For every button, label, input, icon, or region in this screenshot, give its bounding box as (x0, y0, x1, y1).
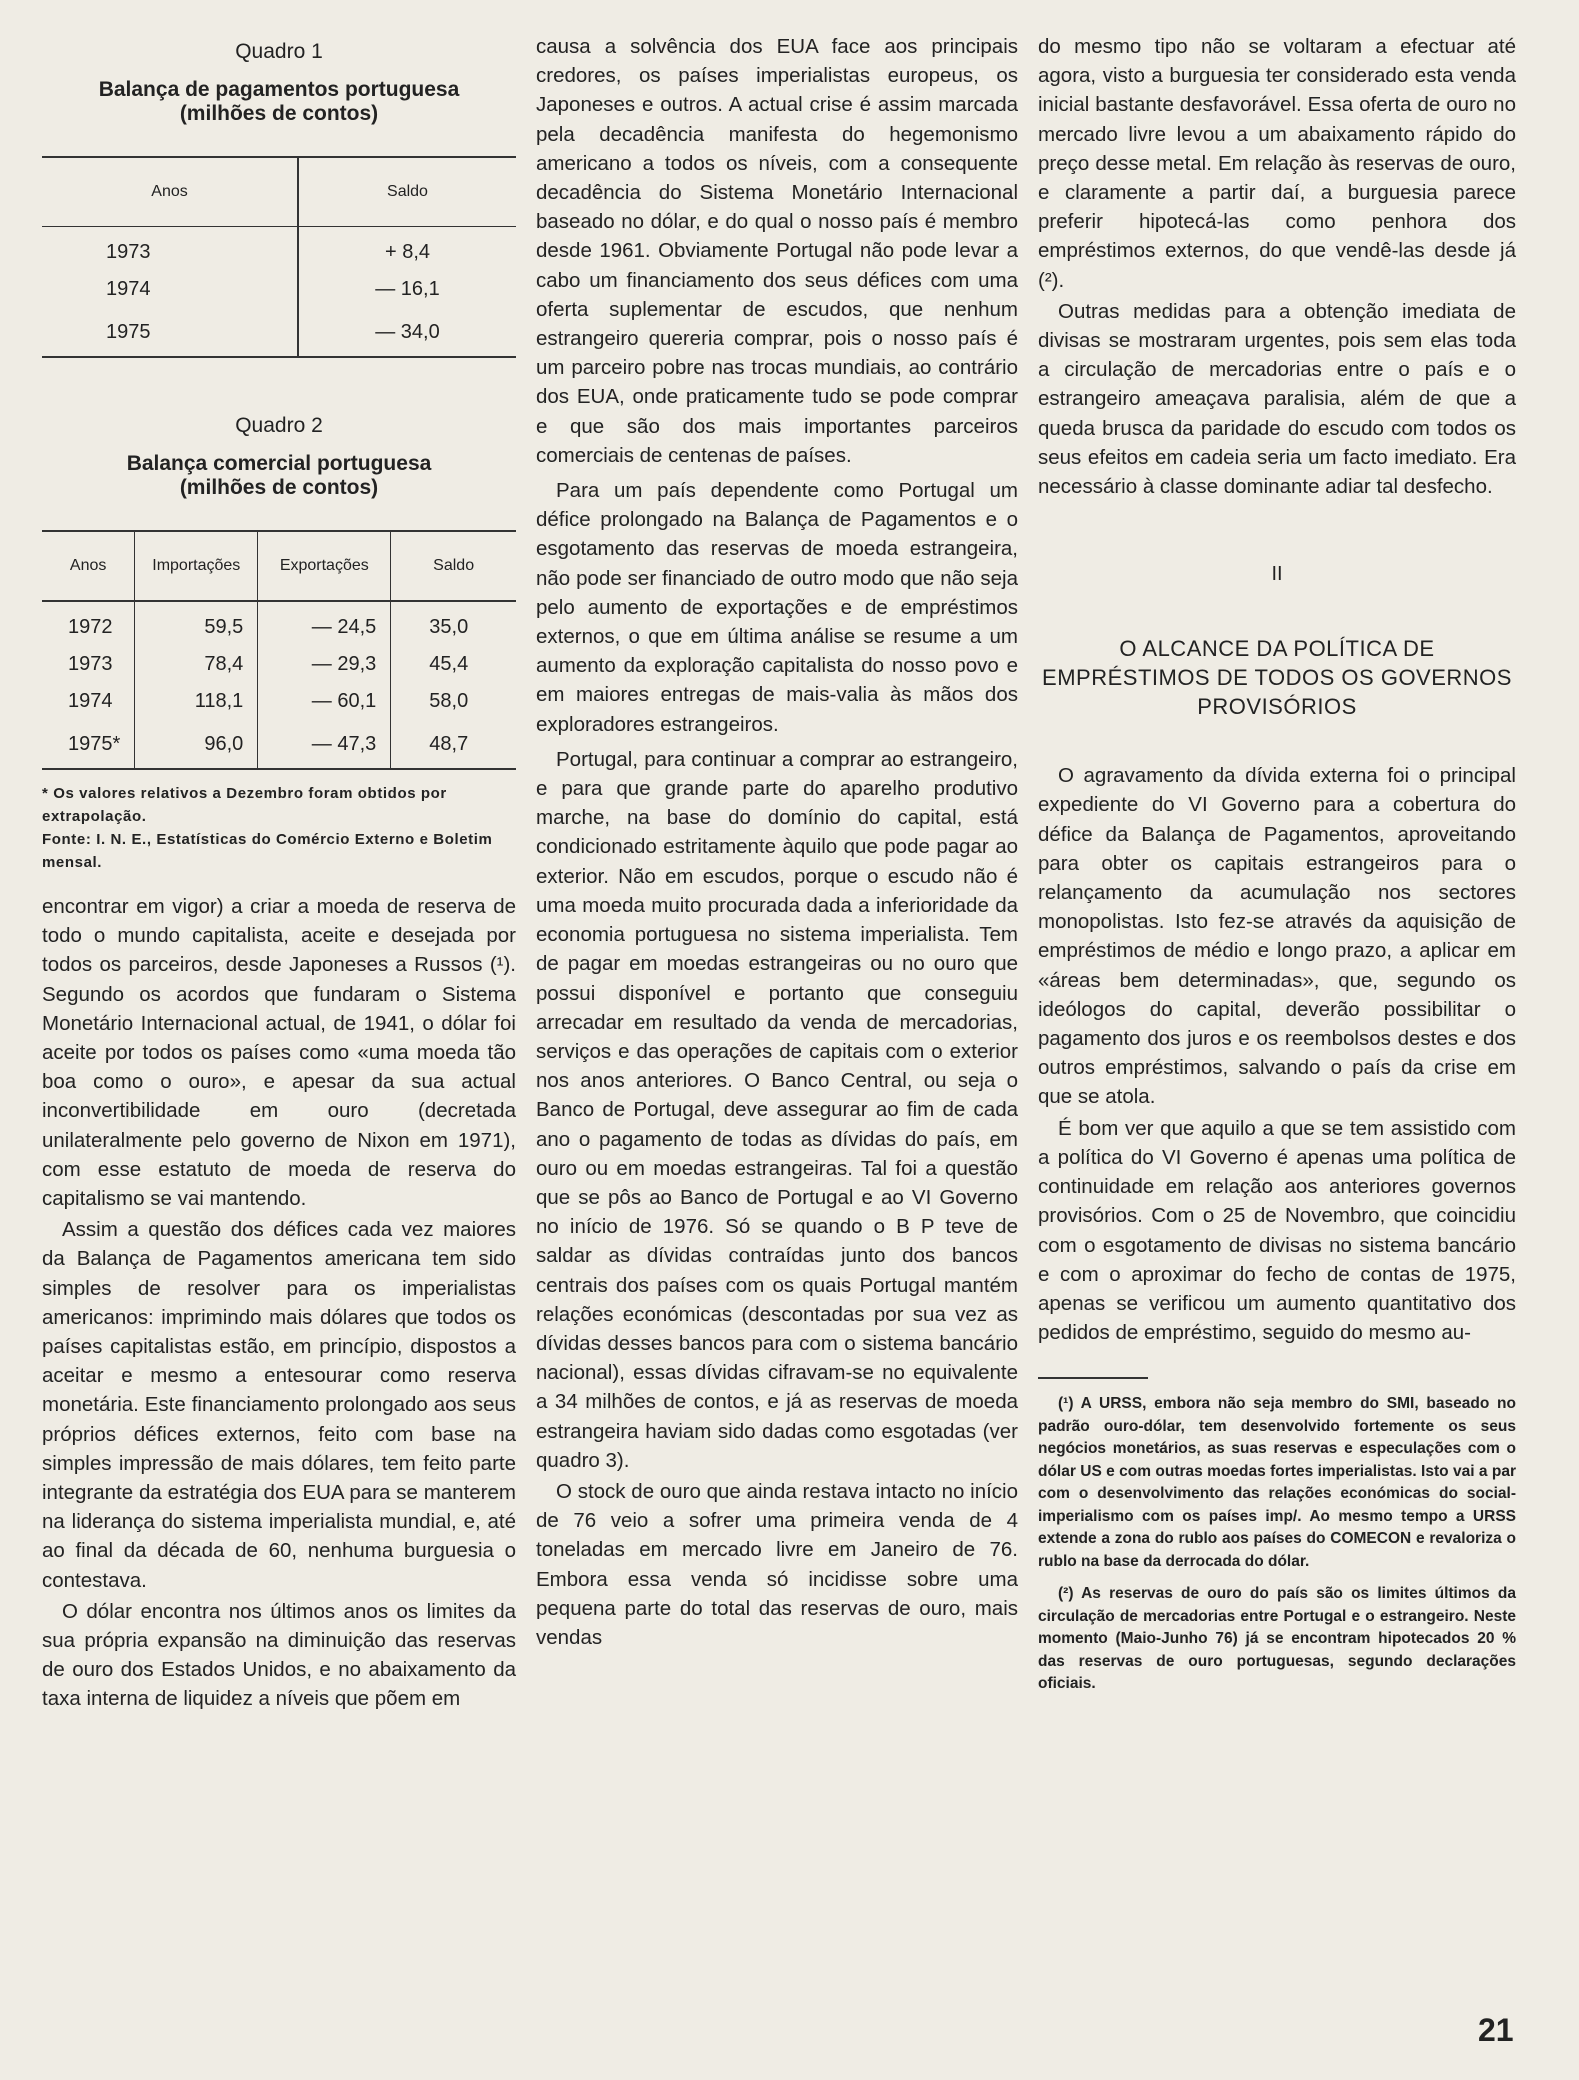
table-row (42, 227, 516, 272)
quadro2-exportacoes: — 47,3 (258, 720, 391, 769)
quadro1-subtitle-line1: Balança de pagamentos portuguesa (98, 78, 460, 101)
quadro1-table (42, 156, 516, 358)
paragraph: Para um país dependente como Portugal um défice prolongado na Balança de Pagamentos e o esgotamento das reservas de moeda estrangeira, não pode ser financiado de outro modo que não seja pelo aumento de exportações e de empréstimos externos, o que em última análise se resume a um aumento da exploração capitalista do nosso povo e em maiores entregas de mais-valia às mãos dos exploradores estrangeiros. (536, 479, 1018, 736)
quadro2-exportacoes: — 24,5 (258, 601, 391, 646)
table-row (42, 646, 516, 683)
footnote-divider (1038, 1377, 1148, 1379)
quadro1-saldo: + 8,4 (384, 241, 431, 263)
quadro2-exportacoes: — 29,3 (258, 646, 391, 683)
footnote: (¹) A URSS, embora não seja membro do SMI, baseado no padrão ouro-dólar, tem desenvolvido fortemente os seus negócios monetários, as suas reservas e especulações com o dólar US e com outras moedas fortes imperialistas. Isto vai a par com o desenvolvimento das relações económicas do social-imperialismo com os países imp/. Ao mesmo tempo a URSS extende a zona do rublo aos países do COMECON e revaloriza o rublo na base da derrocada do dólar. (1038, 1395, 1516, 1570)
quadro1-year: 1975 (42, 308, 298, 357)
table-row (42, 601, 516, 646)
quadro2-year: 1973 (42, 646, 135, 683)
paragraph: É bom ver que aquilo a que se tem assistido com a política do VI Governo é apenas uma política de continuidade em relação aos anteriores governos provisórios. Com o 25 de Novembro, que coincidiu com o esgotamento de divisas no sistema bancário e com o aproximar do fecho de contas de 1975, apenas se verificou um aumento quantitativo dos pedidos de empréstimo, seguido do mesmo au- (1038, 1116, 1516, 1345)
quadro2-year: 1972 (42, 601, 135, 646)
quadro2-year: 1975* (42, 720, 135, 769)
paragraph: O agravamento da dívida externa foi o principal expediente do VI Governo para a cobertura do défice da Balança de Pagamentos, aproveitando para obter os capitais estrangeiros para o relançamento da acumulação nos sectores monopolistas. Isto fez-se através da aquisição de empréstimos de médio e longo prazo, a aplicar em «áreas bem determinadas», que, segundo os ideólogos do capital, deverão possibilitar o pagamento dos juros e os reembolsos destes e dos outros empréstimos, salvando o país da crise em que se atola. (1038, 764, 1516, 1109)
paragraph: Portugal, para continuar a comprar ao estrangeiro, e para que grande parte do aparelho produtivo marche, na base do domínio do capital, está condicionado estritamente àquilo que pode pagar ao exterior. Não em escudos, porque o escudo não é uma moeda muito procurada dada a inferioridade da economia portuguesa no sistema imperialista. Tem de pagar em moedas estrangeiras ou no ouro que possui disponível e portanto que conseguiu arrecadar em resultado da venda de mercadorias, serviços e das operações de capitais com o exterior nos anos anteriores. O Banco Central, ou seja o Banco de Portugal, deve assegurar ao fim de cada ano o pagamento de todas as dívidas do país, em ouro ou em moedas estrangeiras. Tal foi a questão que se pôs ao Banco de Portugal e ao VI Governo no início de 1976. Só se quando o B P teve de saldar as dívidas contraídas junto dos bancos centrais dos países com os quais Portugal mantém relações económicas (descontadas por sua vez as dívidas desses bancos para com o sistema bancário nacional), essas dívidas cifravam-se no equivalente a 34 milhões de contos, e já as reservas de moeda estrangeira haviam sido dadas como esgotadas (ver quadro 3). (536, 747, 1018, 1472)
quadro2-saldo: 48,7 (429, 732, 469, 755)
quadro1-saldo: — 34,0 (375, 320, 440, 343)
paragraph: causa a solvência dos EUA face aos principais credores, os países imperialistas europeus, os Japoneses e outros. A actual crise é assim marcada pela decadência manifesta do hegemonismo americano a todos os níveis, com a consequente decadência do Sistema Monetário Internacional baseado no dólar, e do qual o nosso país é membro desde 1961. Obviamente Portugal não pode levar a cabo um financiamento dos seus défices com uma oferta suplementar de escudos, que nenhum estrangeiro quereria comprar, pois o nosso país é um parceiro pobre nas trocas mundiais, ao contrário dos EUA, onde praticamente tudo se pode comprar e que são dos mais importantes parceiros comerciais de centenas de países. (536, 35, 1018, 467)
quadro2-title: Quadro 2 (235, 414, 323, 437)
table-row (42, 271, 516, 308)
quadro2-exportacoes: — 60,1 (258, 683, 391, 720)
paragraph: Assim a questão dos défices cada vez maiores da Balança de Pagamentos americana tem sido simples de resolver para os imperialistas americanos: imprimindo mais dólares que todos os países capitalistas estão, em princípio, dispostos a aceitar e mesmo a entesourar como reserva monetária. Este financiamento prolongado aos seus próprios défices externos, feito com base na simples impressão de mais dólares, tem feito parte integrante da estratégia dos EUA para se manterem na liderança do sistema imperialista mundial, e, até ao final da década de 60, nenhuma burguesia o contestava. (42, 1218, 516, 1592)
quadro1-title: Quadro 1 (235, 40, 323, 63)
quadro2-saldo: 35,0 (429, 616, 469, 638)
quadro2-note-text: * Os valores relativos a Dezembro foram obtidos por extrapolação. (42, 785, 447, 825)
quadro2-subtitle (42, 452, 516, 500)
quadro2-importacoes: 118,1 (135, 683, 258, 720)
quadro2-importacoes: 59,5 (135, 601, 258, 646)
paragraph: O stock de ouro que ainda restava intacto no início de 76 veio a sofrer uma primeira venda de 4 toneladas em mercado livre em Janeiro de 76. Embora essa venda só incidisse sobre uma pequena parte do total das reservas de ouro, mais vendas (536, 1479, 1018, 1649)
quadro2-year: 1974 (42, 683, 135, 720)
quadro2-header-importacoes: Importações (135, 531, 258, 601)
table-row (42, 720, 516, 769)
quadro2-subtitle-line1: Balança comercial portuguesa (126, 452, 432, 475)
section-title: O ALCANCE DA POLÍTICA DE EMPRÉSTIMOS DE TODOS OS GOVERNOS PROVISÓRIOS (1042, 636, 1512, 720)
quadro1-subtitle (42, 78, 516, 126)
quadro2-header-exportacoes: Exportações (258, 531, 391, 601)
quadro2-importacoes: 96,0 (135, 720, 258, 769)
quadro2-header-anos: Anos (42, 531, 135, 601)
column-1 (42, 32, 516, 1714)
quadro1-header-saldo: Saldo (298, 157, 516, 227)
quadro2-saldo: 58,0 (429, 690, 469, 712)
footnote: (²) As reservas de ouro do país são os limites últimos da circulação de mercadorias entre Portugal e o estrangeiro. Neste momento (Maio-Junho 76) já se encontram hipotecados 20 % das reservas de ouro portuguesas, segundo declarações oficiais. (1038, 1585, 1516, 1693)
quadro2-table (42, 530, 516, 770)
quadro2-source: Fonte: I. N. E., Estatísticas do Comércio Externo e Boletim mensal. (42, 831, 493, 871)
paragraph: O dólar encontra nos últimos anos os limites da sua própria expansão na diminuição das reservas de ouro dos Estados Unidos, e no abaixamento da taxa interna de liquidez a níveis que põem em (42, 1599, 516, 1711)
paragraph: do mesmo tipo não se voltaram a efectuar até agora, visto a burguesia ter considerado esta venda inicial bastante desfavorável. Essa oferta de ouro no mercado livre levou a um abaixamento rápido do preço desse metal. Em relação às reservas de ouro, e claramente a partir daí, a burguesia parece preferir hipotecá-las como penhora dos empréstimos externos, do que vendê-las desde já (²). (1038, 35, 1516, 292)
paragraph: encontrar em vigor) a criar a moeda de reserva de todo o mundo capitalista, aceite e desejada por todos os parceiros, desde Japoneses a Russos (¹). Segundo os acordos que fundaram o Sistema Monetário Internacional actual, de 1941, o dólar foi aceite por todos os países como «uma moeda tão boa como o ouro», e apesar da sua actual inconvertibilidade em ouro (decretada unilateralmente pelo governo de Nixon em 1971), com esse estatuto de moeda de reserva do capitalismo se vai mantendo. (42, 895, 516, 1211)
column-1-body (42, 892, 516, 1714)
quadro1-year: 1973 (42, 227, 298, 272)
quadro2-header-saldo: Saldo (391, 531, 516, 601)
table-row (42, 308, 516, 357)
quadro2-note (42, 782, 516, 874)
quadro2-importacoes: 78,4 (135, 646, 258, 683)
quadro2-subtitle-line2: (milhões de contos) (179, 476, 379, 499)
column-2 (536, 32, 1018, 1652)
table-row (42, 683, 516, 720)
quadro1-header-anos: Anos (42, 157, 298, 227)
section-number: II (1271, 563, 1283, 586)
quadro1-subtitle-line2: (milhões de contos) (179, 102, 379, 125)
paragraph: Outras medidas para a obtenção imediata de divisas se mostraram urgentes, pois sem elas toda a circulação de mercadorias entre o país e o estrangeiro ameaçava paralisia, além de que a queda brusca da paridade do escudo com todos os seus efeitos em cadeia seria um facto imediato. Era necessário à classe dominante adiar tal desfecho. (1038, 299, 1516, 499)
quadro2-saldo: 45,4 (429, 653, 469, 675)
column-3 (1038, 32, 1516, 1706)
page-number: 21 (1478, 2012, 1514, 2048)
quadro1-saldo: — 16,1 (375, 278, 440, 300)
quadro1-year: 1974 (42, 271, 298, 308)
